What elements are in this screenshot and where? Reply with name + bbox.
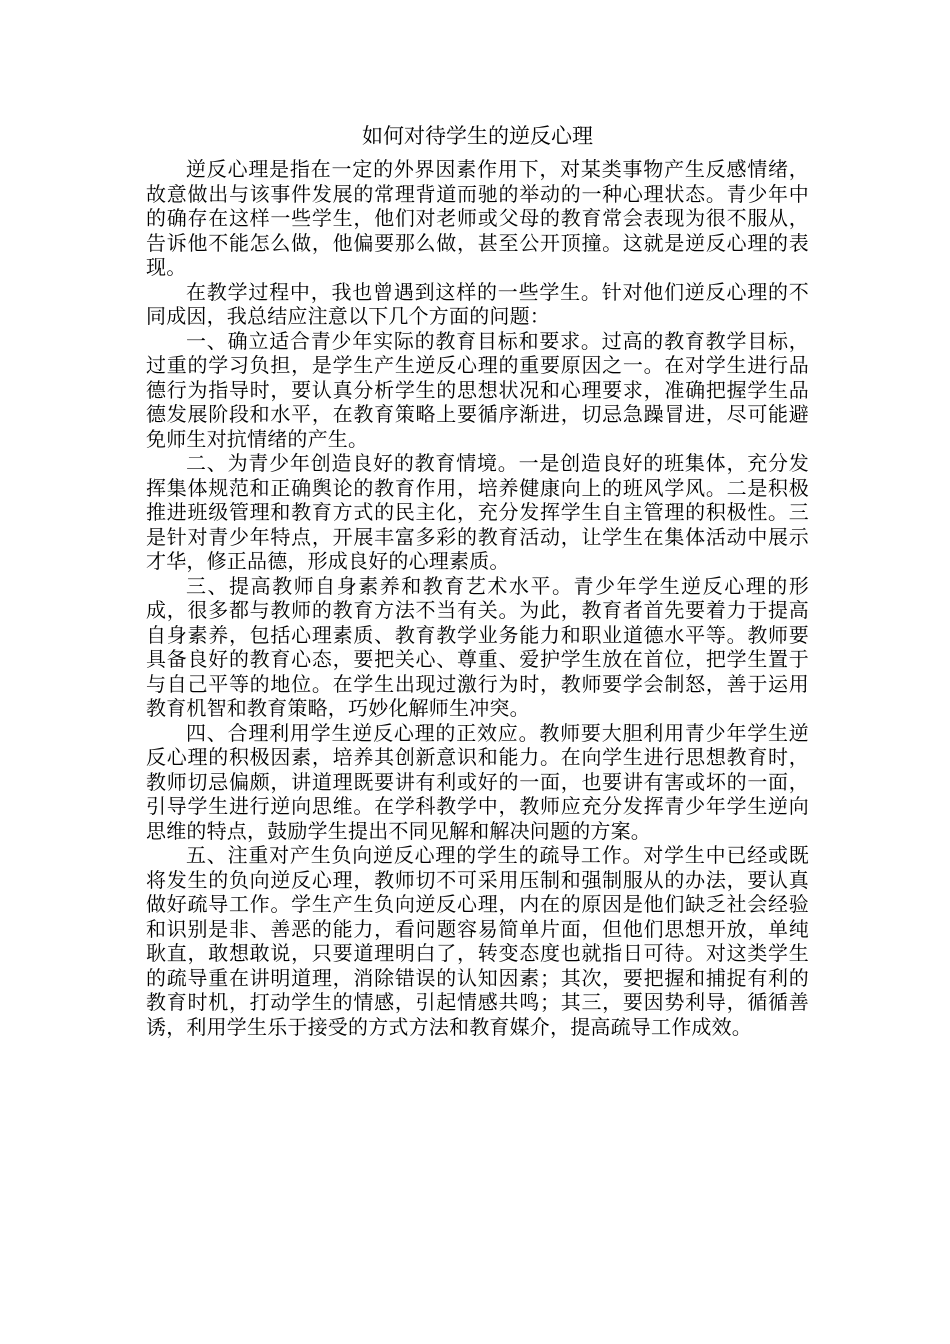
- paragraph-point-5: 五、注重对产生负向逆反心理的学生的疏导工作。对学生中已经或既将发生的负向逆反心理，教师切不可采用压制和强制服从的办法，要认真做好疏导工作。学生产生负向逆反心理，内在的原因是他们缺乏社会经验和识别是非、善恶的能力，看问题容易简单片面，但他们思想开放，单纯耿直，敢想敢说，只要道理明白了，转变态度也就指日可待。对这类学生的疏导重在讲明道理，消除错误的认知因素；其次，要把握和捕捉有利的教育时机，打动学生的情感，引起情感共鸣；其三，要因势利导，循循善诱，利用学生乐于接受的方式方法和教育媒介，提高疏导工作成效。: [146, 843, 809, 1039]
- paragraph-context: 在教学过程中，我也曾遇到这样的一些学生。针对他们逆反心理的不同成因，我总结应注意以下几个方面的问题：: [146, 279, 809, 328]
- document-body: [146, 157, 809, 1039]
- paragraph-point-4: 四、合理利用学生逆反心理的正效应。教师要大胆利用青少年学生逆反心理的积极因素，培养其创新意识和能力。在向学生进行思想教育时，教师切忌偏颇，讲道理既要讲有利或好的一面，也要讲有害或坏的一面，引导学生进行逆向思维。在学科教学中，教师应充分发挥青少年学生逆向思维的特点，鼓励学生提出不同见解和解决问题的方案。: [146, 720, 809, 843]
- paragraph-point-1: 一、确立适合青少年实际的教育目标和要求。过高的教育教学目标，过重的学习负担，是学生产生逆反心理的重要原因之一。在对学生进行品德行为指导时，要认真分析学生的思想状况和心理要求，准确把握学生品德发展阶段和水平，在教育策略上要循序渐进，切忌急躁冒进，尽可能避免师生对抗情绪的产生。: [146, 328, 809, 451]
- paragraph-point-2: 二、为青少年创造良好的教育情境。一是创造良好的班集体，充分发挥集体规范和正确舆论的教育作用，培养健康向上的班风学风。二是积极推进班级管理和教育方式的民主化，充分发挥学生自主管理的积极性。三是针对青少年特点，开展丰富多彩的教育活动，让学生在集体活动中展示才华，修正品德，形成良好的心理素质。: [146, 451, 809, 573]
- document-title: 如何对待学生的逆反心理: [362, 124, 593, 148]
- paragraph-point-3: 三、提高教师自身素养和教育艺术水平。青少年学生逆反心理的形成，很多都与教师的教育方法不当有关。为此，教育者首先要着力于提高自身素养，包括心理素质、教育教学业务能力和职业道德水平等。教师要具备良好的教育心态，要把关心、尊重、爱护学生放在首位，把学生置于与自己平等的地位。在学生出现过激行为时，教师要学会制怒，善于运用教育机智和教育策略，巧妙化解师生冲突。: [146, 573, 809, 720]
- paragraph-intro: 逆反心理是指在一定的外界因素作用下，对某类事物产生反感情绪，故意做出与该事件发展的常理背道而驰的举动的一种心理状态。青少年中的确存在这样一些学生，他们对老师或父母的教育常会表现为很不服从，告诉他不能怎么做，他偏要那么做，甚至公开顶撞。这就是逆反心理的表现。: [146, 157, 809, 279]
